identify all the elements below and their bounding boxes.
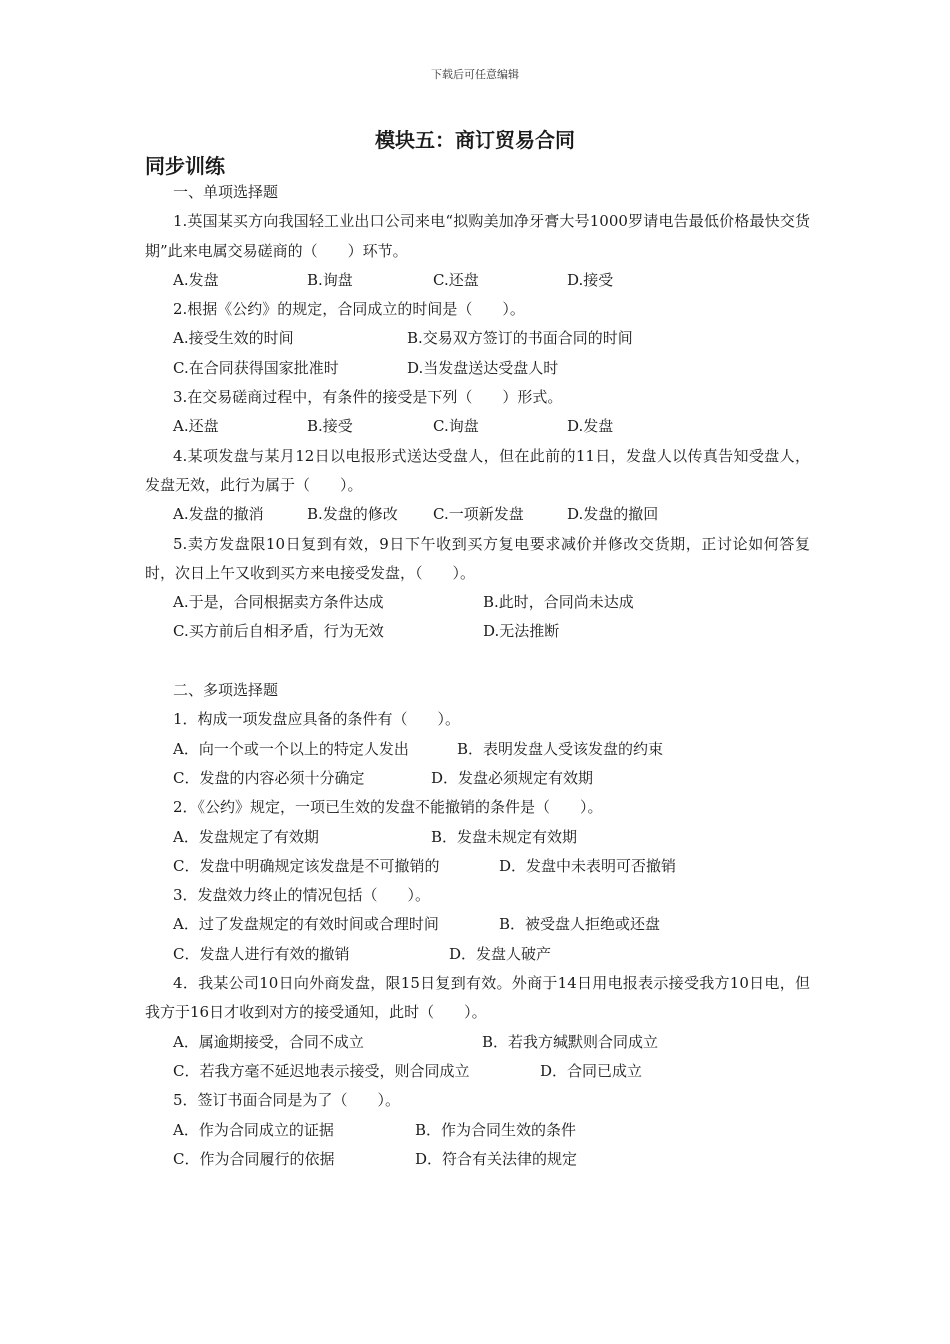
question-content	[145, 178, 810, 1174]
question-text: 3.在交易磋商过程中，有条件的接受是下列（ ）形式。	[173, 388, 563, 407]
option-b: B.发盘的修改	[307, 505, 398, 524]
option-a: A．向一个或一个以上的特定人发出	[173, 739, 409, 758]
option-d: D．发盘必须规定有效期	[431, 768, 594, 787]
option-b: B．表明发盘人受该发盘的约束	[457, 739, 664, 758]
option-d: D．合同已成立	[540, 1061, 643, 1080]
option-a: A.发盘的撤消	[173, 505, 264, 524]
option-row	[145, 1057, 810, 1086]
option-c: C．若我方毫不延迟地表示接受，则合同成立	[173, 1061, 470, 1080]
option-d: D.发盘的撤回	[567, 505, 659, 524]
option-row	[145, 1028, 810, 1057]
option-row	[145, 735, 810, 764]
option-b: B．发盘未规定有效期	[431, 827, 578, 846]
option-row	[145, 764, 810, 793]
part2-heading: 二、多项选择题	[173, 681, 279, 700]
option-c: C．发盘中明确规定该发盘是不可撤销的	[173, 856, 440, 875]
option-c: C.还盘	[433, 270, 479, 289]
option-d: D.发盘	[567, 417, 614, 436]
option-d: D.接受	[567, 270, 614, 289]
option-b: B.询盘	[307, 270, 353, 289]
option-b: B.交易双方签订的书面合同的时间	[407, 329, 633, 348]
question-text: 2．《公约》规定，一项已生效的发盘不能撤销的条件是（ ）。	[173, 798, 603, 817]
question-text: 4.某项发盘与某月12日以电报形式送达受盘人，但在此前的11日，发盘人以传真告知受盘人，发盘无效，此行为属于（ ）。	[145, 446, 810, 494]
option-row	[145, 324, 810, 353]
option-c: C．发盘的内容必须十分确定	[173, 768, 365, 787]
option-row	[145, 910, 810, 939]
question-text: 1.英国某买方向我国轻工业出口公司来电“拟购美加净牙膏大号1000罗请电告最低价格最快交货期”此来电属交易磋商的（ ）环节。	[145, 212, 810, 260]
option-b: B．若我方缄默则合同成立	[482, 1032, 659, 1051]
option-a: A．发盘规定了有效期	[173, 827, 319, 846]
option-row	[145, 823, 810, 852]
question-text: 3．发盘效力终止的情况包括（ ）。	[173, 886, 431, 905]
option-a: A.发盘	[173, 270, 219, 289]
option-a: A.接受生效的时间	[173, 329, 294, 348]
option-c: C．作为合同履行的依据	[173, 1149, 335, 1168]
option-b: B.此时，合同尚未达成	[483, 593, 634, 612]
question-text: 5.卖方发盘限10日复到有效，9日下午收到买方复电要求减价并修改交货期，正讨论如何答复时，次日上午又收到买方来电接受发盘，（ ）。	[145, 534, 810, 582]
option-row	[145, 500, 810, 529]
option-c: C.询盘	[433, 417, 479, 436]
option-c: C.一项新发盘	[433, 505, 524, 524]
option-d: D．符合有关法律的规定	[415, 1149, 578, 1168]
question-text: 4．我某公司10日向外商发盘，限15日复到有效。外商于14日用电报表示接受我方10日电，但我方于16日才收到对方的接受通知，此时（ ）。	[145, 974, 810, 1022]
option-row	[145, 412, 810, 441]
option-row	[145, 266, 810, 295]
spacer	[145, 647, 810, 676]
option-c: C.在合同获得国家批准时	[173, 358, 339, 377]
option-c: C.买方前后自相矛盾，行为无效	[173, 622, 384, 641]
option-d: D.无法推断	[483, 622, 560, 641]
header-note: 下载后可任意编辑	[431, 68, 519, 81]
page-title: 模块五：商订贸易合同	[375, 128, 575, 152]
part1-heading: 一、单项选择题	[173, 183, 279, 201]
question-text: 1．构成一项发盘应具备的条件有（ ）。	[173, 710, 461, 729]
option-row	[145, 588, 810, 617]
option-a: A．过了发盘规定的有效时间或合理时间	[173, 915, 439, 934]
option-b: B.接受	[307, 417, 353, 436]
option-row	[145, 617, 810, 646]
option-b: B．被受盘人拒绝或还盘	[499, 915, 661, 934]
option-row	[145, 1116, 810, 1145]
option-a: A．属逾期接受，合同不成立	[173, 1032, 364, 1051]
option-a: A．作为合同成立的证据	[173, 1120, 334, 1139]
option-d: D．发盘中未表明可否撤销	[499, 856, 677, 875]
option-row	[145, 940, 810, 969]
option-a: A.还盘	[173, 417, 219, 436]
option-c: C．发盘人进行有效的撤销	[173, 944, 350, 963]
question-text: 2.根据《公约》的规定，合同成立的时间是（ ）。	[173, 300, 525, 319]
option-d: D.当发盘送达受盘人时	[407, 358, 559, 377]
option-row	[145, 354, 810, 383]
option-b: B．作为合同生效的条件	[415, 1120, 577, 1139]
option-row	[145, 852, 810, 881]
question-text: 5．签订书面合同是为了（ ）。	[173, 1091, 401, 1110]
option-a: A.于是，合同根据卖方条件达成	[173, 593, 384, 612]
section-title: 同步训练	[145, 154, 225, 178]
option-row	[145, 1145, 810, 1174]
option-d: D．发盘人破产	[449, 944, 552, 963]
